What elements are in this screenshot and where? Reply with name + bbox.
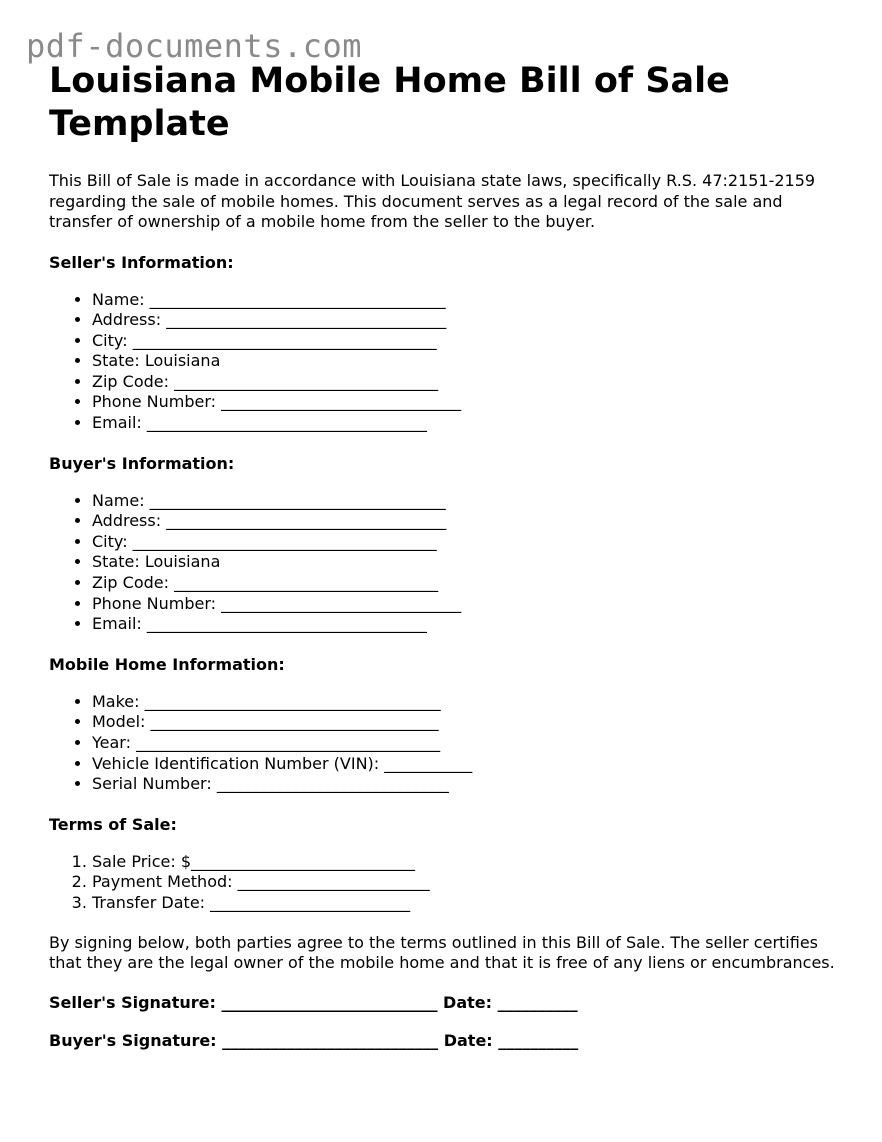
buyer-email-field[interactable]: • Email: ___________________________________ bbox=[92, 614, 839, 635]
buyer-address-field[interactable]: • Address: ___________________________________ bbox=[92, 511, 839, 532]
buyer-info-heading: Buyer's Information: bbox=[49, 453, 235, 473]
seller-email-field[interactable]: • Email: ___________________________________ bbox=[92, 413, 839, 434]
page-title: Louisiana Mobile Home Bill of Sale Template bbox=[49, 61, 730, 144]
document-page bbox=[49, 60, 839, 1051]
seller-phone-field[interactable]: • Phone Number: ______________________________ bbox=[92, 392, 839, 413]
watermark: pdf-documents.com bbox=[26, 27, 363, 65]
buyer-state-field: • State: Louisiana bbox=[92, 552, 839, 573]
closing-paragraph: By signing below, both parties agree to the terms outlined in this Bill of Sale. The seller certifies that they are the legal owner of the mobile home and that it is free of any liens or encumbrances. bbox=[49, 932, 835, 973]
buyer-name-field[interactable]: • Name: _____________________________________ bbox=[92, 491, 839, 512]
seller-address-field[interactable]: • Address: ___________________________________ bbox=[92, 310, 839, 331]
make-field[interactable]: • Make: _____________________________________ bbox=[92, 692, 839, 713]
year-field[interactable]: • Year: ______________________________________ bbox=[92, 733, 839, 754]
buyer-city-field[interactable]: • City: ______________________________________ bbox=[92, 532, 839, 553]
model-field[interactable]: • Model: ____________________________________ bbox=[92, 712, 839, 733]
buyer-signature-line[interactable]: Buyer's Signature: ___________________________ Date: __________ bbox=[49, 1030, 579, 1050]
seller-city-field[interactable]: • City: ______________________________________ bbox=[92, 331, 839, 352]
intro-paragraph: This Bill of Sale is made in accordance with Louisiana state laws, specifically R.S. 47:2151-2159 regarding the sale of mobile homes. This document serves as a legal record of the sale and transfer of ownership of a mobile home from the seller to the buyer. bbox=[49, 171, 816, 231]
seller-name-field[interactable]: • Name: _____________________________________ bbox=[92, 290, 839, 311]
buyer-info-list bbox=[49, 491, 839, 635]
seller-info-heading: Seller's Information: bbox=[49, 252, 234, 272]
buyer-phone-field[interactable]: • Phone Number: ______________________________ bbox=[92, 594, 839, 615]
seller-state-field: • State: Louisiana bbox=[92, 351, 839, 372]
terms-of-sale-list bbox=[49, 852, 839, 914]
seller-zip-field[interactable]: • Zip Code: _________________________________ bbox=[92, 372, 839, 393]
buyer-zip-field[interactable]: • Zip Code: _________________________________ bbox=[92, 573, 839, 594]
mobile-home-info-list bbox=[49, 692, 839, 795]
mobile-home-info-heading: Mobile Home Information: bbox=[49, 654, 285, 674]
serial-number-field[interactable]: • Serial Number: _____________________________ bbox=[92, 774, 839, 795]
sale-price-field[interactable]: 1. Sale Price: $____________________________ bbox=[92, 852, 839, 873]
vin-field[interactable]: • Vehicle Identification Number (VIN): ___________ bbox=[92, 754, 839, 775]
payment-method-field[interactable]: 2. Payment Method: ________________________ bbox=[92, 872, 839, 893]
terms-of-sale-heading: Terms of Sale: bbox=[49, 814, 177, 834]
seller-signature-line[interactable]: Seller's Signature: ___________________________ Date: __________ bbox=[49, 992, 578, 1012]
seller-info-list bbox=[49, 290, 839, 434]
transfer-date-field[interactable]: 3. Transfer Date: _________________________ bbox=[92, 893, 839, 914]
